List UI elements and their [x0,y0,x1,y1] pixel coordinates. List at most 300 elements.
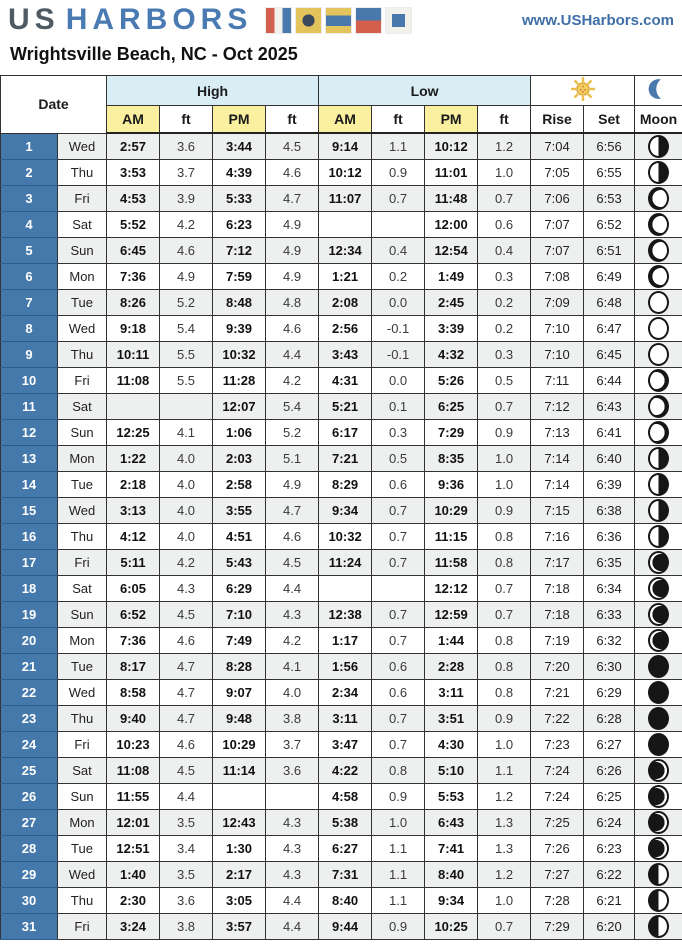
low-pm-time-cell: 5:26 [425,368,478,394]
moon-section-header [635,76,682,106]
moon-phase-cell [635,238,682,264]
sunset-cell: 6:23 [584,836,635,862]
high-am-height-cell: 3.6 [160,133,213,160]
high-section-header: High [107,76,319,106]
high-pm-time-cell: 10:29 [213,732,266,758]
sunset-cell: 6:35 [584,550,635,576]
low-am-height-cell: 0.6 [372,654,425,680]
table-row [1,888,682,914]
high-pm-time-cell: 1:06 [213,420,266,446]
low-pm-height-cell: 0.2 [478,316,531,342]
low-am-time-cell: 9:14 [319,133,372,160]
high-pm-height-cell: 3.6 [266,758,319,784]
sunset-cell: 6:26 [584,758,635,784]
low-section-header: Low [319,76,531,106]
low-am-time-cell: 4:58 [319,784,372,810]
low-am-time-cell: 4:31 [319,368,372,394]
moon-phase-icon [648,291,669,314]
moon-phase-icon [648,161,669,184]
low-pm-time-cell: 4:32 [425,342,478,368]
high-am-time-cell: 10:23 [107,732,160,758]
high-am-time-cell: 9:40 [107,706,160,732]
low-am-height-cell: 0.3 [372,420,425,446]
high-am-height-cell: 4.0 [160,446,213,472]
date-cell: 27 [1,810,58,836]
low-am-time-cell: 1:21 [319,264,372,290]
tide-table [0,75,682,940]
low-am-time-cell: 11:07 [319,186,372,212]
high-pm-height-cell: 4.9 [266,264,319,290]
moon-phase-icon [648,343,669,366]
high-am-time-cell: 3:24 [107,914,160,940]
low-am-height-cell: 1.1 [372,862,425,888]
low-am-time-cell: 10:12 [319,160,372,186]
weekday-cell: Wed [58,133,107,160]
low-am-time-cell: 3:11 [319,706,372,732]
sunrise-cell: 7:26 [531,836,584,862]
high-pm-time-cell: 7:10 [213,602,266,628]
moon-phase-icon [648,395,669,418]
low-pm-height-cell: 1.2 [478,133,531,160]
low-pm-height-cell: 0.3 [478,264,531,290]
high-am-time-cell: 4:12 [107,524,160,550]
moon-phase-icon [648,889,669,912]
weekday-cell: Sat [58,212,107,238]
high-pm-height-cell: 4.5 [266,133,319,160]
sunrise-cell: 7:18 [531,576,584,602]
table-row [1,342,682,368]
high-pm-height-cell: 4.5 [266,550,319,576]
high-pm-height-cell: 4.3 [266,862,319,888]
moon-phase-cell [635,706,682,732]
sunrise-cell: 7:28 [531,888,584,914]
weekday-cell: Mon [58,264,107,290]
date-cell: 25 [1,758,58,784]
crescent-moon-icon [648,77,670,101]
low-am-height-cell: 0.1 [372,394,425,420]
moon-phase-cell [635,576,682,602]
low-pm-time-cell: 8:35 [425,446,478,472]
low-pm-height-cell: 1.0 [478,888,531,914]
high-am-height-cell: 4.4 [160,784,213,810]
high-am-height-cell: 4.0 [160,498,213,524]
low-am-time-cell: 1:17 [319,628,372,654]
moon-phase-icon [648,421,669,444]
low-pm-height-cell: 0.8 [478,654,531,680]
moon-phase-cell [635,680,682,706]
low-am-height-cell: 0.7 [372,186,425,212]
sunset-cell: 6:33 [584,602,635,628]
sunset-cell: 6:51 [584,238,635,264]
low-am-height-cell: 0.8 [372,758,425,784]
high-am-time-cell [107,394,160,420]
moon-phase-icon [648,603,669,626]
high-pm-height-cell: 4.8 [266,290,319,316]
moon-phase-cell [635,342,682,368]
low-am-time-cell: 3:43 [319,342,372,368]
date-column-header: Date [1,76,107,134]
moon-phase-cell [635,420,682,446]
low-pm-height-cell: 0.9 [478,420,531,446]
moon-phase-cell [635,394,682,420]
low-pm-time-cell: 3:39 [425,316,478,342]
low-am-height-cell: 1.1 [372,888,425,914]
sunrise-cell: 7:14 [531,472,584,498]
low-am-time-cell: 10:32 [319,524,372,550]
high-am-height-cell: 3.4 [160,836,213,862]
high-am-time-cell: 12:51 [107,836,160,862]
low-am-height-cell: 0.0 [372,368,425,394]
low-pm-time-cell: 10:12 [425,133,478,160]
table-row [1,706,682,732]
low-am-height-cell: 0.6 [372,472,425,498]
weekday-cell: Sat [58,576,107,602]
low-pm-time-cell: 10:29 [425,498,478,524]
table-row [1,550,682,576]
low-pm-height-cell: 0.9 [478,498,531,524]
weekday-cell: Wed [58,498,107,524]
low-pm-height-cell: 0.7 [478,914,531,940]
date-cell: 14 [1,472,58,498]
high-pm-height-cell: 4.6 [266,316,319,342]
weekday-cell: Sun [58,602,107,628]
sunset-cell: 6:30 [584,654,635,680]
high-am-height-cell: 4.6 [160,628,213,654]
table-row [1,394,682,420]
low-am-height-cell: 0.6 [372,680,425,706]
low-am-time-cell: 11:24 [319,550,372,576]
high-am-time-cell: 6:05 [107,576,160,602]
high-pm-height-cell: 4.3 [266,602,319,628]
low-pm-time-cell: 12:00 [425,212,478,238]
date-cell: 30 [1,888,58,914]
moon-phase-icon [648,265,669,288]
high-am-time-cell: 2:57 [107,133,160,160]
sunset-cell: 6:53 [584,186,635,212]
sunrise-cell: 7:27 [531,862,584,888]
low-pm-height-cell: 0.7 [478,602,531,628]
moon-phase-cell [635,316,682,342]
moon-phase-cell [635,654,682,680]
low-pm-height-cell: 0.5 [478,368,531,394]
low-am-height-cell: 1.0 [372,810,425,836]
high-pm-time-cell: 6:29 [213,576,266,602]
weekday-cell: Sat [58,758,107,784]
moon-phase-cell [635,602,682,628]
high-pm-height-cell: 5.1 [266,446,319,472]
high-am-height-cell: 4.7 [160,706,213,732]
high-pm-height-cell: 4.4 [266,914,319,940]
table-row [1,133,682,160]
low-am-time-cell: 2:56 [319,316,372,342]
table-row [1,212,682,238]
moon-phase-icon [648,135,669,158]
high-pm-height-cell: 4.1 [266,654,319,680]
low-pm-time-cell: 3:51 [425,706,478,732]
weekday-cell: Fri [58,550,107,576]
date-cell: 22 [1,680,58,706]
moon-phase-icon [648,239,669,262]
low-pm-time-cell: 9:34 [425,888,478,914]
sunrise-cell: 7:20 [531,654,584,680]
signal-flags [266,8,411,33]
weekday-cell: Fri [58,732,107,758]
high-pm-time-cell: 8:28 [213,654,266,680]
high-am-height-cell: 4.2 [160,212,213,238]
low-pm-time-cell: 11:15 [425,524,478,550]
moon-phase-icon [648,681,669,704]
high-am-time-cell: 12:01 [107,810,160,836]
high-am-header: AM [107,106,160,134]
sunset-cell: 6:32 [584,628,635,654]
low-am-height-cell: 0.9 [372,160,425,186]
high-pm-time-cell: 5:33 [213,186,266,212]
high-am-height-cell: 3.5 [160,810,213,836]
logo-harbors-text: HARBORS [65,3,253,36]
date-cell: 15 [1,498,58,524]
low-pm-time-cell: 3:11 [425,680,478,706]
sunrise-cell: 7:08 [531,264,584,290]
date-cell: 21 [1,654,58,680]
sunrise-cell: 7:22 [531,706,584,732]
moon-phase-cell [635,784,682,810]
sunset-cell: 6:28 [584,706,635,732]
sunrise-cell: 7:05 [531,160,584,186]
high-pm-height-cell: 4.7 [266,498,319,524]
weekday-cell: Wed [58,862,107,888]
date-cell: 3 [1,186,58,212]
high-am-time-cell: 10:11 [107,342,160,368]
moon-phase-icon [648,655,669,678]
sunset-cell: 6:49 [584,264,635,290]
low-am-time-cell: 3:47 [319,732,372,758]
sunrise-cell: 7:06 [531,186,584,212]
low-pm-height-cell: 0.7 [478,576,531,602]
sunrise-cell: 7:09 [531,290,584,316]
moon-phase-icon [648,785,669,808]
low-pm-height-cell: 0.4 [478,238,531,264]
high-pm-height-cell [266,784,319,810]
high-am-time-cell: 12:25 [107,420,160,446]
sunset-cell: 6:39 [584,472,635,498]
low-pm-time-cell: 6:43 [425,810,478,836]
date-cell: 18 [1,576,58,602]
high-pm-height-cell: 4.3 [266,810,319,836]
low-pm-time-cell: 11:58 [425,550,478,576]
high-pm-height-cell: 4.9 [266,212,319,238]
low-am-time-cell: 6:27 [319,836,372,862]
low-am-time-cell: 1:56 [319,654,372,680]
date-cell: 29 [1,862,58,888]
moon-phase-cell [635,758,682,784]
moon-phase-cell [635,472,682,498]
sunrise-cell: 7:10 [531,342,584,368]
date-cell: 17 [1,550,58,576]
low-am-height-cell: 0.7 [372,498,425,524]
sunset-cell: 6:47 [584,316,635,342]
moon-phase-icon [648,811,669,834]
low-am-height-cell: 0.7 [372,524,425,550]
high-pm-height-cell: 3.8 [266,706,319,732]
weekday-cell: Sun [58,238,107,264]
high-pm-ft-header: ft [266,106,319,134]
sunset-cell: 6:45 [584,342,635,368]
weekday-cell: Thu [58,706,107,732]
low-am-time-cell: 2:34 [319,680,372,706]
low-am-header: AM [319,106,372,134]
low-pm-time-cell: 12:54 [425,238,478,264]
sunrise-cell: 7:14 [531,446,584,472]
table-row [1,290,682,316]
weekday-cell: Thu [58,342,107,368]
high-pm-time-cell: 3:57 [213,914,266,940]
moon-phase-cell [635,862,682,888]
high-pm-time-cell: 2:58 [213,472,266,498]
high-am-time-cell: 8:26 [107,290,160,316]
sunset-cell: 6:52 [584,212,635,238]
low-am-height-cell: 0.9 [372,914,425,940]
low-pm-time-cell: 1:44 [425,628,478,654]
weekday-cell: Sun [58,784,107,810]
sun-icon [570,76,596,102]
low-am-time-cell: 8:40 [319,888,372,914]
table-row [1,316,682,342]
low-pm-time-cell: 12:59 [425,602,478,628]
date-cell: 7 [1,290,58,316]
low-am-height-cell: 0.7 [372,550,425,576]
table-row [1,784,682,810]
weekday-cell: Mon [58,628,107,654]
sunrise-cell: 7:11 [531,368,584,394]
low-pm-time-cell: 4:30 [425,732,478,758]
weekday-cell: Thu [58,160,107,186]
table-row [1,732,682,758]
moon-phase-cell [635,290,682,316]
weekday-cell: Mon [58,810,107,836]
moon-phase-icon [648,551,669,574]
high-pm-height-cell: 4.2 [266,628,319,654]
high-am-ft-header: ft [160,106,213,134]
date-cell: 19 [1,602,58,628]
sunset-cell: 6:41 [584,420,635,446]
moon-phase-cell [635,914,682,940]
moon-phase-cell [635,186,682,212]
low-pm-time-cell: 6:25 [425,394,478,420]
high-am-height-cell: 3.8 [160,914,213,940]
low-am-time-cell: 8:29 [319,472,372,498]
moon-column-header: Moon [635,106,682,134]
sunset-cell: 6:29 [584,680,635,706]
moon-phase-cell [635,732,682,758]
low-am-time-cell [319,576,372,602]
sunrise-cell: 7:19 [531,628,584,654]
low-am-height-cell: 0.5 [372,446,425,472]
high-pm-height-cell: 4.6 [266,524,319,550]
sunrise-cell: 7:23 [531,732,584,758]
low-pm-time-cell: 2:45 [425,290,478,316]
low-pm-time-cell: 1:49 [425,264,478,290]
high-pm-time-cell: 7:49 [213,628,266,654]
date-cell: 31 [1,914,58,940]
low-am-time-cell: 9:44 [319,914,372,940]
table-row [1,602,682,628]
table-row [1,368,682,394]
high-pm-time-cell: 1:30 [213,836,266,862]
high-pm-height-cell: 4.6 [266,160,319,186]
weekday-cell: Mon [58,446,107,472]
sierra-flag-icon [386,8,411,33]
set-header: Set [584,106,635,134]
high-pm-time-cell: 7:12 [213,238,266,264]
high-pm-time-cell: 9:48 [213,706,266,732]
date-cell: 13 [1,446,58,472]
date-cell: 20 [1,628,58,654]
logo-us-text: US [8,3,60,36]
table-row [1,472,682,498]
date-cell: 9 [1,342,58,368]
high-am-height-cell: 4.0 [160,524,213,550]
moon-phase-cell [635,888,682,914]
page-header [0,0,682,65]
high-am-height-cell: 4.9 [160,264,213,290]
low-pm-height-cell: 1.0 [478,732,531,758]
sunrise-cell: 7:15 [531,498,584,524]
sunrise-cell: 7:24 [531,784,584,810]
date-cell: 16 [1,524,58,550]
high-am-height-cell: 4.6 [160,238,213,264]
high-am-height-cell: 4.0 [160,472,213,498]
table-row [1,264,682,290]
high-am-time-cell: 3:13 [107,498,160,524]
weekday-cell: Wed [58,316,107,342]
high-pm-time-cell: 2:03 [213,446,266,472]
low-am-height-cell [372,212,425,238]
sunrise-cell: 7:18 [531,602,584,628]
low-am-height-cell: 1.1 [372,133,425,160]
high-am-height-cell: 3.6 [160,888,213,914]
date-cell: 10 [1,368,58,394]
moon-phase-cell [635,836,682,862]
website-link[interactable]: www.USHarbors.com [522,12,674,29]
low-am-time-cell: 5:38 [319,810,372,836]
table-row [1,914,682,940]
sunset-cell: 6:21 [584,888,635,914]
date-cell: 5 [1,238,58,264]
high-pm-header: PM [213,106,266,134]
table-row [1,862,682,888]
table-row [1,654,682,680]
table-row [1,420,682,446]
low-pm-time-cell: 12:12 [425,576,478,602]
sunrise-cell: 7:12 [531,394,584,420]
weekday-cell: Sun [58,420,107,446]
high-pm-time-cell: 9:07 [213,680,266,706]
table-row [1,810,682,836]
table-row [1,160,682,186]
low-pm-height-cell: 1.0 [478,472,531,498]
date-cell: 24 [1,732,58,758]
high-pm-time-cell: 8:48 [213,290,266,316]
low-pm-time-cell: 7:41 [425,836,478,862]
weekday-cell: Thu [58,524,107,550]
table-row [1,524,682,550]
high-am-time-cell: 11:08 [107,758,160,784]
high-am-time-cell: 11:55 [107,784,160,810]
high-pm-time-cell: 6:23 [213,212,266,238]
high-am-height-cell: 4.6 [160,732,213,758]
date-cell: 8 [1,316,58,342]
sunrise-cell: 7:29 [531,914,584,940]
